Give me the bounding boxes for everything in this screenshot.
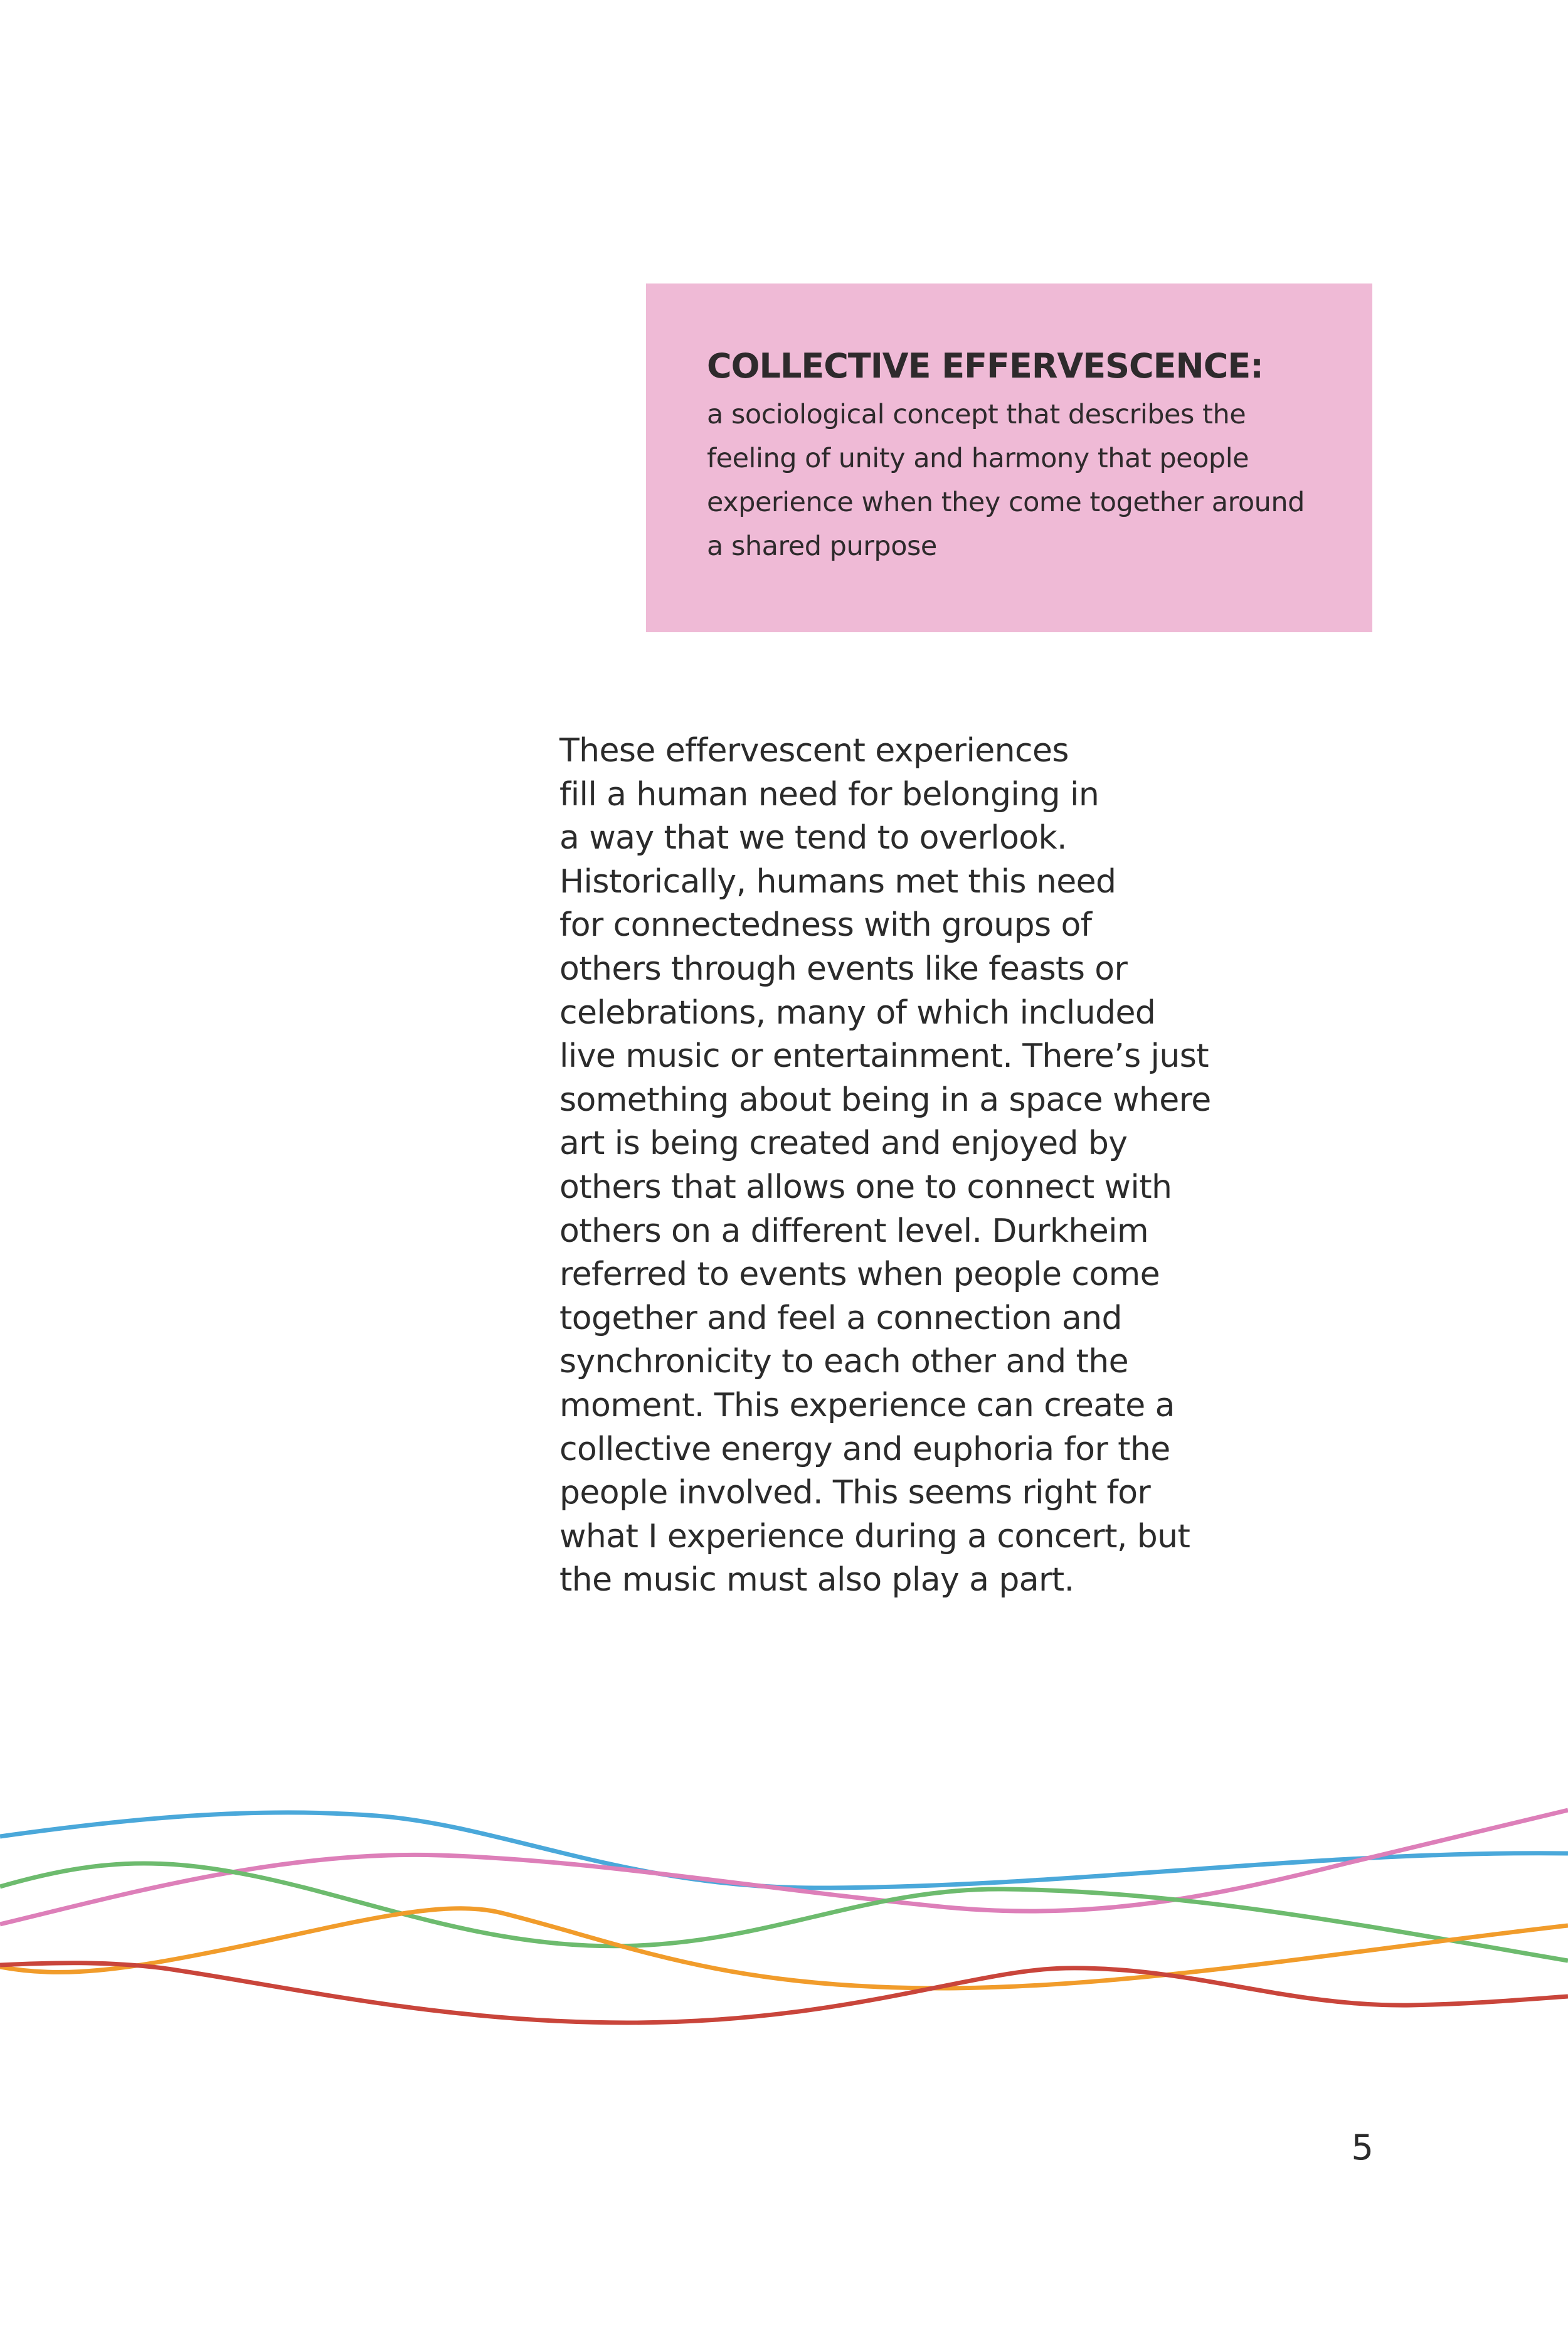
callout-title: COLLECTIVE EFFERVESCENCE: xyxy=(707,346,1263,386)
wave-line-pink xyxy=(0,1810,1568,1924)
wave-line-blue xyxy=(0,1813,1568,1888)
decorative-waves xyxy=(0,1788,1568,2051)
body-paragraph: These effervescent experiences fill a human need for belonging in a way that we tend to overlook. Historically, humans met this need for connectedness with groups of others through events like feasts or celebrations, many of which included live music or entertainment. There’s just something about being in a space where art is being created and enjoyed by others that allows one to connect with others on a different level. Durkheim referred to events when people come together and feel a connection and synchronicity to each other and the moment. This experience can create a collective energy and euphoria for the people involved. This seems right for what I experience during a concert, but the music must also play a part. xyxy=(559,732,1211,1599)
callout-definition: a sociological concept that describes the feeling of unity and harmony that people experience when they come together around a shared purpose xyxy=(707,399,1305,562)
wave-line-red xyxy=(0,1963,1568,2023)
definition-callout xyxy=(646,283,1372,632)
page-number: 5 xyxy=(1351,2127,1374,2168)
